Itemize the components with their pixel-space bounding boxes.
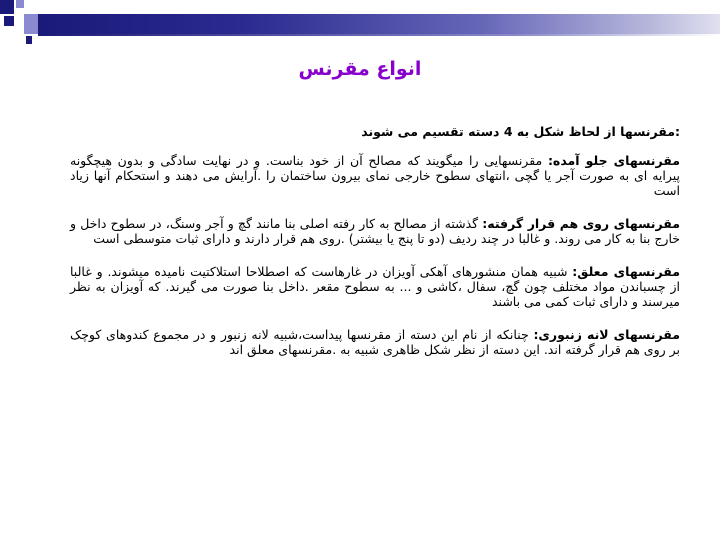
deco-square-dark: [0, 0, 14, 14]
section-term: مقرنسهای لانه زنبوری:: [533, 327, 681, 342]
deco-square-light: [16, 0, 24, 8]
deco-square-tiny: [26, 36, 32, 44]
section-paragraph: [70, 327, 680, 357]
header-gradient-line: [38, 34, 720, 36]
deco-square-small: [4, 16, 14, 26]
section-paragraph: [70, 264, 680, 309]
section-text: مقرنسهایی را میگویند که مصالح آن از خود بناست. و در نهایت سادگی و بدون هیچگونه پیرایه ای به صورت آجر یا گچی ،انتهای سطوح خارجی نمای بیرون ساختمان را .آرایش می دهند و استحکام آنها زیاد است: [70, 153, 680, 198]
section-text: چنانکه از نام این دسته از مقرنسها پیداست،شبیه لانه زنبور و در مجموع کندوهای کوچک بر روی هم قرار گرفته اند. این دسته از نظر شکل ظاهری شبیه به .مقرنسهای معلق اند: [70, 327, 680, 357]
section-text: گذشته از مصالح به کار رفته اصلی بنا مانند گچ و آجر وسنگ، در سطوح داخل و خارج بنا به کار می روند. و غالبا در چند ردیف (دو تا پنج یا بیشتر) .روی هم قرار دارند و دارای ثبات متوسطی است: [70, 216, 680, 246]
section-term: مقرنسهای روی هم قرار گرفته:: [482, 216, 680, 231]
slide-body: [70, 124, 680, 375]
section-paragraph: [70, 153, 680, 198]
section-term: مقرنسهای معلق:: [572, 264, 681, 279]
intro-line: :مقرنسها از لحاظ شکل به 4 دسته تقسیم می شوند: [361, 124, 680, 139]
slide-title: انواع مقرنس: [298, 58, 422, 80]
section-paragraph: [70, 216, 680, 246]
section-text: شبیه همان منشورهای آهکی آویزان در غارهاست که اصطلاحا استلاکتیت نامیده میشوند. و غالبا از چسباندن مواد مختلف چون گچ، سفال ،کاشی و ... به سطوح مقعر .داخل بنا صورت می گیرند. که آویزان به نظر میرسند و دارای ثبات کمی می باشند: [70, 264, 680, 309]
deco-square-accent: [24, 14, 38, 34]
section-term: مقرنسهای جلو آمده:: [547, 153, 681, 168]
header-gradient-bar: [38, 14, 720, 34]
